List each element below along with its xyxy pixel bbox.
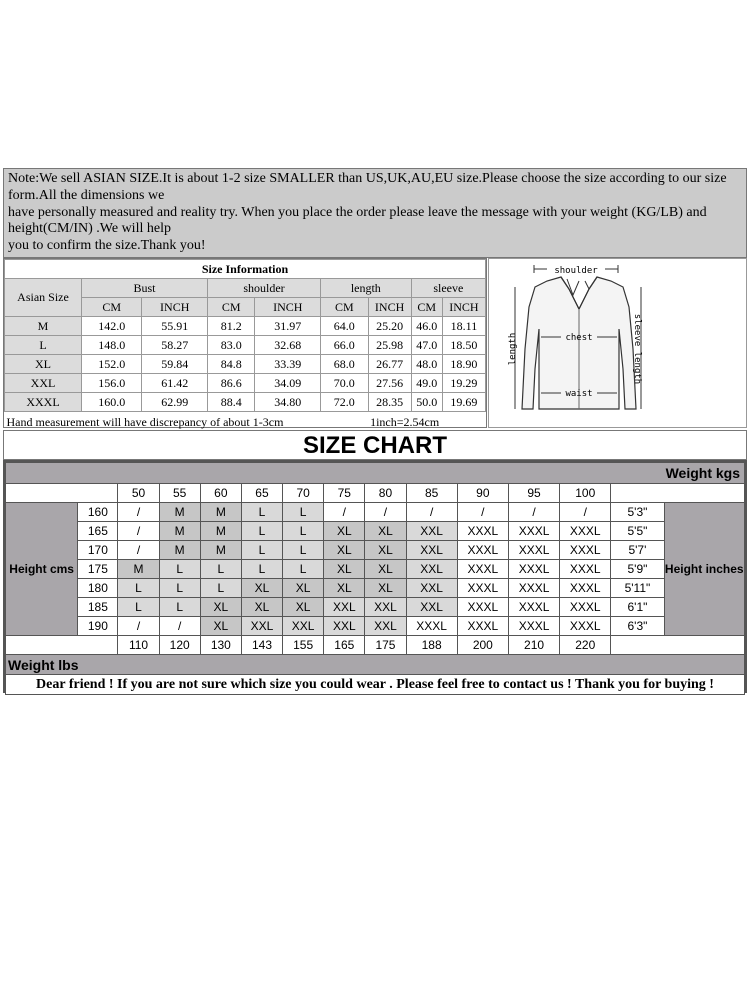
table-cell: 27.56 <box>368 374 411 393</box>
unit-header: INCH <box>368 298 411 317</box>
height-inches-label: Height inches <box>664 503 744 636</box>
weight-lb: 210 <box>508 636 559 655</box>
size-cell: / <box>508 503 559 522</box>
height-cm: 175 <box>78 560 118 579</box>
height-inch: 5'9" <box>611 560 664 579</box>
height-inch: 6'1" <box>611 598 664 617</box>
weight-kg: 95 <box>508 484 559 503</box>
size-cell: XL <box>283 579 324 598</box>
table-cell: 72.0 <box>321 393 369 412</box>
chest-label: chest <box>565 333 593 343</box>
size-cell: XXXL <box>508 522 559 541</box>
weight-lb: 110 <box>118 636 159 655</box>
size-cell: L <box>283 522 324 541</box>
shoulder-label: shoulder <box>554 266 598 276</box>
footer-message: Dear friend ! If you are not sure which size you could wear . Please feel free to contact us ! Thank you for buying ! <box>6 675 745 695</box>
size-cell: XXXL <box>560 579 611 598</box>
table-cell: 19.29 <box>442 374 485 393</box>
table-cell: 160.0 <box>82 393 142 412</box>
weight-lb: 120 <box>159 636 200 655</box>
size-cell: M <box>159 522 200 541</box>
table-cell: 83.0 <box>207 336 255 355</box>
size-cell: XXL <box>283 617 324 636</box>
size-chart-table <box>3 460 747 693</box>
table-cell: 34.09 <box>255 374 321 393</box>
shirt-measurement-diagram <box>488 258 747 428</box>
table-cell: 25.98 <box>368 336 411 355</box>
size-cell: / <box>118 522 159 541</box>
size-cell: XXXL <box>508 617 559 636</box>
table-row <box>5 355 486 374</box>
size-cell: XXXL <box>560 617 611 636</box>
size-cell: XL <box>241 598 282 617</box>
table-cell: 142.0 <box>82 317 142 336</box>
size-cell: M <box>200 522 241 541</box>
table-cell: 26.77 <box>368 355 411 374</box>
size-cell: / <box>560 503 611 522</box>
weight-kg: 75 <box>324 484 365 503</box>
weight-lb: 200 <box>457 636 508 655</box>
table-cell: 28.35 <box>368 393 411 412</box>
weight-kg: 55 <box>159 484 200 503</box>
size-cell: / <box>118 617 159 636</box>
size-cell: XXL <box>406 522 457 541</box>
height-cm: 170 <box>78 541 118 560</box>
size-cell: XL <box>365 522 406 541</box>
table-cell: 18.11 <box>442 317 485 336</box>
size-label: M <box>5 317 82 336</box>
size-cell: XXL <box>324 598 365 617</box>
waist-label: waist <box>565 389 593 399</box>
size-cell: XXXL <box>508 579 559 598</box>
size-cell: XXL <box>406 560 457 579</box>
size-cell: XXXL <box>457 617 508 636</box>
table-cell: 18.90 <box>442 355 485 374</box>
size-cell: XL <box>324 541 365 560</box>
size-cell: L <box>241 560 282 579</box>
size-cell: M <box>118 560 159 579</box>
size-cell: L <box>241 503 282 522</box>
size-label: L <box>5 336 82 355</box>
size-cell: L <box>200 579 241 598</box>
height-inch: 5'5" <box>611 522 664 541</box>
size-cell: M <box>200 541 241 560</box>
blank-cell <box>611 484 745 503</box>
measurement-footnote: Hand measurement will have discrepancy of about 1-3cm <box>6 414 284 429</box>
size-cell: XL <box>283 598 324 617</box>
size-info-title: Size Information <box>5 260 486 279</box>
table-cell: 88.4 <box>207 393 255 412</box>
size-cell: XL <box>324 522 365 541</box>
note-line-2: have personally measured and reality try. When you place the order please leave the message with your weight (KG/LB) and height(CM/IN) .We will help <box>8 204 707 237</box>
table-cell: 62.99 <box>142 393 208 412</box>
table-cell: 55.91 <box>142 317 208 336</box>
size-cell: XXXL <box>508 598 559 617</box>
height-cm: 190 <box>78 617 118 636</box>
weight-lb: 188 <box>406 636 457 655</box>
size-chart-title: SIZE CHART <box>3 430 747 460</box>
size-cell: / <box>324 503 365 522</box>
weight-lb: 220 <box>560 636 611 655</box>
size-cell: L <box>241 522 282 541</box>
table-cell: 58.27 <box>142 336 208 355</box>
unit-header: INCH <box>255 298 321 317</box>
group-header-sleeve: sleeve <box>411 279 485 298</box>
table-cell: 25.20 <box>368 317 411 336</box>
note-line-3: you to confirm the size.Thank you! <box>8 238 206 254</box>
unit-header: CM <box>207 298 255 317</box>
size-cell: XL <box>200 617 241 636</box>
size-cell: XXL <box>324 617 365 636</box>
weight-lb: 175 <box>365 636 406 655</box>
height-cm: 160 <box>78 503 118 522</box>
size-label: XXXL <box>5 393 82 412</box>
height-inch: 5'11" <box>611 579 664 598</box>
size-cell: XXL <box>365 617 406 636</box>
size-cell: XXXL <box>560 598 611 617</box>
weight-kg: 50 <box>118 484 159 503</box>
table-cell: 48.0 <box>411 355 442 374</box>
size-cell: / <box>406 503 457 522</box>
sleeve-length-label: sleeve length <box>632 313 642 385</box>
size-cell: L <box>283 541 324 560</box>
weight-lbs-label: Weight lbs <box>6 655 745 675</box>
weight-lb: 143 <box>241 636 282 655</box>
note-line-1: Note:We sell ASIAN SIZE.It is about 1-2 size SMALLER than US,UK,AU,EU size.Please choose the size according to our size form.All the dimensions we <box>8 171 727 203</box>
height-inch: 5'3" <box>611 503 664 522</box>
table-cell: 19.69 <box>442 393 485 412</box>
size-cell: XXL <box>406 579 457 598</box>
size-cell: XL <box>365 560 406 579</box>
size-cell: / <box>457 503 508 522</box>
size-cell: XXXL <box>406 617 457 636</box>
size-cell: / <box>159 617 200 636</box>
size-cell: XXXL <box>508 541 559 560</box>
size-label: XL <box>5 355 82 374</box>
weight-lb: 165 <box>324 636 365 655</box>
table-cell: 66.0 <box>321 336 369 355</box>
height-cm: 165 <box>78 522 118 541</box>
table-row <box>5 374 486 393</box>
size-cell: XXL <box>365 598 406 617</box>
size-cell: M <box>159 541 200 560</box>
size-cell: XXXL <box>457 522 508 541</box>
inch-conversion: 1inch=2.54cm <box>370 414 440 429</box>
weight-lb: 130 <box>200 636 241 655</box>
table-cell: 81.2 <box>207 317 255 336</box>
weight-lb: 155 <box>283 636 324 655</box>
blank-cell <box>6 484 118 503</box>
unit-header: CM <box>82 298 142 317</box>
height-cms-label: Height cms <box>6 503 78 636</box>
table-cell: 49.0 <box>411 374 442 393</box>
table-cell: 61.42 <box>142 374 208 393</box>
blank-cell <box>611 636 745 655</box>
size-information-table <box>3 258 487 428</box>
table-row <box>5 393 486 412</box>
size-cell: L <box>283 503 324 522</box>
asian-size-header: Asian Size <box>5 279 82 317</box>
table-cell: 50.0 <box>411 393 442 412</box>
size-cell: L <box>200 560 241 579</box>
size-cell: M <box>200 503 241 522</box>
size-cell: XXXL <box>457 560 508 579</box>
size-note <box>3 168 747 258</box>
size-cell: L <box>283 560 324 579</box>
size-cell: L <box>241 541 282 560</box>
size-cell: L <box>159 598 200 617</box>
size-cell: XXL <box>406 541 457 560</box>
weight-kg: 80 <box>365 484 406 503</box>
size-cell: XL <box>324 560 365 579</box>
size-cell: / <box>365 503 406 522</box>
table-cell: 18.50 <box>442 336 485 355</box>
weight-kgs-label: Weight kgs <box>6 463 745 484</box>
size-cell: L <box>159 579 200 598</box>
table-cell: 33.39 <box>255 355 321 374</box>
size-cell: XL <box>241 579 282 598</box>
group-header-shoulder: shoulder <box>207 279 320 298</box>
size-cell: XXXL <box>457 541 508 560</box>
group-header-length: length <box>321 279 412 298</box>
table-row <box>5 336 486 355</box>
weight-kg: 70 <box>283 484 324 503</box>
weight-kg: 60 <box>200 484 241 503</box>
size-cell: L <box>118 598 159 617</box>
table-row <box>5 317 486 336</box>
size-cell: XXXL <box>457 579 508 598</box>
unit-header: CM <box>321 298 369 317</box>
table-cell: 59.84 <box>142 355 208 374</box>
length-label: length <box>508 332 518 366</box>
height-cm: 185 <box>78 598 118 617</box>
size-cell: L <box>118 579 159 598</box>
unit-header: CM <box>411 298 442 317</box>
table-cell: 47.0 <box>411 336 442 355</box>
table-cell: 68.0 <box>321 355 369 374</box>
size-cell: / <box>118 503 159 522</box>
group-header-bust: Bust <box>82 279 208 298</box>
size-cell: XXXL <box>508 560 559 579</box>
weight-kg: 85 <box>406 484 457 503</box>
table-cell: 64.0 <box>321 317 369 336</box>
size-cell: XL <box>365 541 406 560</box>
table-cell: 156.0 <box>82 374 142 393</box>
table-cell: 148.0 <box>82 336 142 355</box>
table-cell: 152.0 <box>82 355 142 374</box>
height-cm: 180 <box>78 579 118 598</box>
height-inch: 5'7' <box>611 541 664 560</box>
table-cell: 32.68 <box>255 336 321 355</box>
weight-kg: 90 <box>457 484 508 503</box>
size-cell: XXL <box>241 617 282 636</box>
size-cell: M <box>159 503 200 522</box>
table-cell: 34.80 <box>255 393 321 412</box>
size-cell: / <box>118 541 159 560</box>
size-cell: XXXL <box>560 541 611 560</box>
size-cell: XXXL <box>560 522 611 541</box>
table-cell: 46.0 <box>411 317 442 336</box>
size-label: XXL <box>5 374 82 393</box>
blank-cell <box>6 636 118 655</box>
size-cell: XXXL <box>457 598 508 617</box>
height-inch: 6'3" <box>611 617 664 636</box>
weight-kg: 65 <box>241 484 282 503</box>
unit-header: INCH <box>142 298 208 317</box>
weight-kg: 100 <box>560 484 611 503</box>
size-cell: L <box>159 560 200 579</box>
size-cell: XXXL <box>560 560 611 579</box>
size-cell: XL <box>365 579 406 598</box>
size-cell: XL <box>324 579 365 598</box>
table-cell: 31.97 <box>255 317 321 336</box>
size-cell: XXL <box>406 598 457 617</box>
table-cell: 84.8 <box>207 355 255 374</box>
shirt-icon <box>489 259 746 427</box>
table-cell: 70.0 <box>321 374 369 393</box>
unit-header: INCH <box>442 298 485 317</box>
size-cell: XL <box>200 598 241 617</box>
table-cell: 86.6 <box>207 374 255 393</box>
